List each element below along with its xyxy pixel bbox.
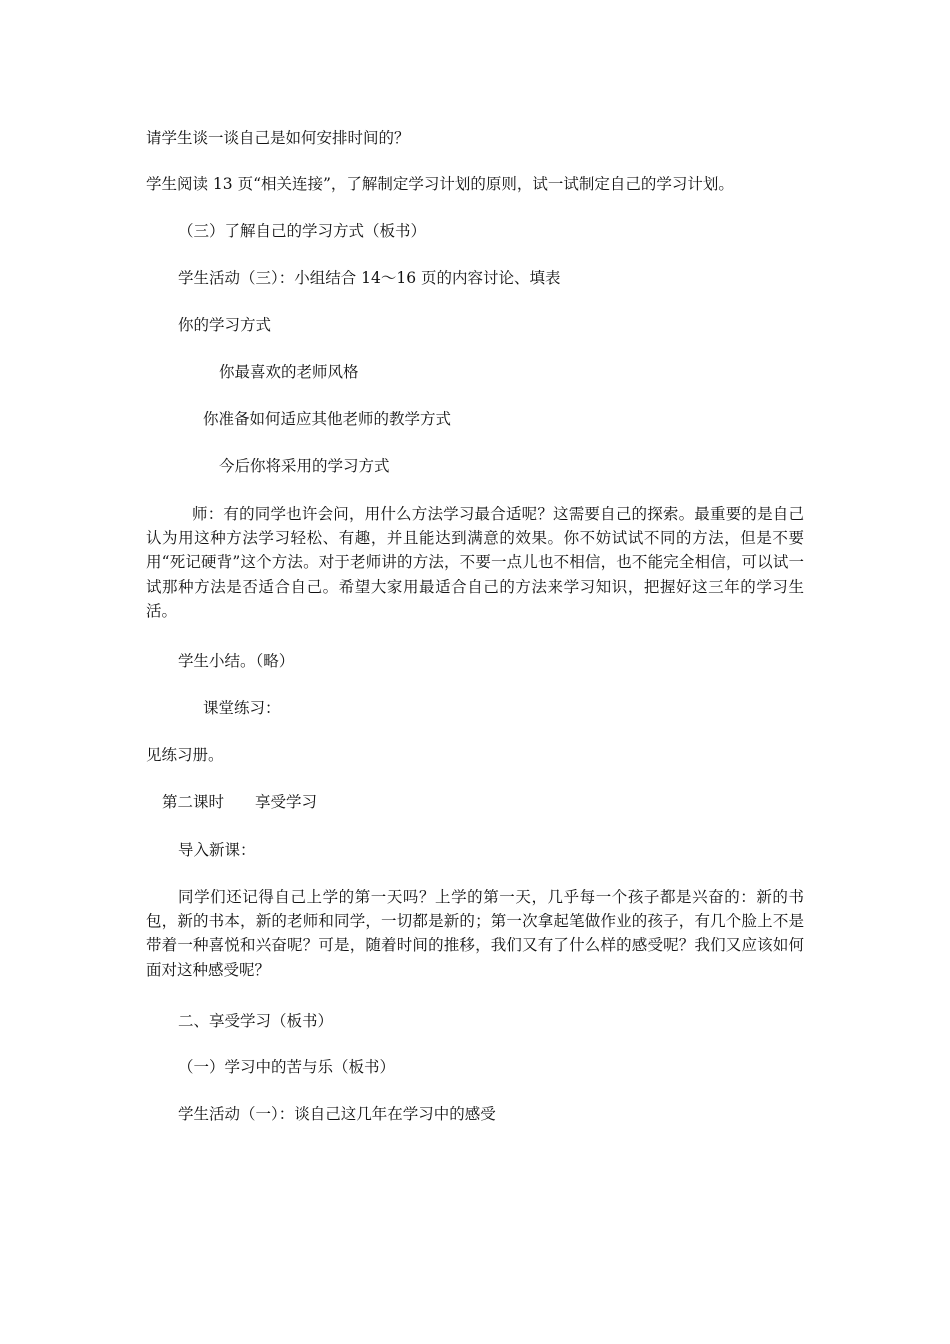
student-summary: 学生小结。（略）: [178, 652, 295, 670]
section-heading-enjoy-learning: 二、享受学习（板书）: [178, 1012, 334, 1030]
section-heading-learning-style: （三）了解自己的学习方式（板书）: [178, 222, 427, 240]
table-title: 你的学习方式: [178, 316, 272, 334]
table-row-future-method: 今后你将采用的学习方式: [219, 457, 390, 475]
student-activity-three: 学生活动（三）：小组结合 14～16 页的内容讨论、填表: [178, 269, 561, 287]
intro-paragraph: 同学们还记得自己上学的第一天吗？上学的第一天，几乎每一个孩子都是兴奋的：新的书包，新的书本，新的老师和同学，一切都是新的；第一次拿起笔做作业的孩子，有几个脸上不是带着一种喜悦和兴奋呢？可是，随着时间的推移，我们又有了什么样的感受呢？我们又应该如何面对这种感受呢？: [146, 888, 804, 979]
exercise-reference: 见练习册。: [146, 746, 224, 764]
classroom-exercise-label: 课堂练习：: [203, 699, 281, 717]
student-activity-one: 学生活动（一）：谈自己这几年在学习中的感受: [178, 1105, 496, 1123]
question-time-arrangement: 请学生谈一谈自己是如何安排时间的？: [146, 129, 410, 147]
reading-instruction: 学生阅读 13 页“相关连接”，了解制定学习计划的原则，试一试制定自己的学习计划。: [146, 175, 734, 193]
table-row-adapt-teaching: 你准备如何适应其他老师的教学方式: [203, 410, 452, 428]
lesson-two-title: 第二课时 享受学习: [162, 793, 318, 811]
table-row-favorite-teacher: 你最喜欢的老师风格: [219, 363, 359, 381]
intro-label: 导入新课：: [178, 841, 256, 859]
subsection-heading-bitter-sweet: （一）学习中的苦与乐（板书）: [178, 1058, 396, 1076]
teacher-paragraph: 师：有的同学也许会问，用什么方法学习最合适呢？这需要自己的探索。最重要的是自己认为用这种方法学习轻松、有趣，并且能达到满意的效果。你不妨试试不同的方法，但是不要用“死记硬背”这个方法。对于老师讲的方法，不要一点儿也不相信，也不能完全相信，可以试一试那种方法是否适合自己。希望大家用最适合自己的方法来学习知识，把握好这三年的学习生活。: [146, 505, 804, 620]
